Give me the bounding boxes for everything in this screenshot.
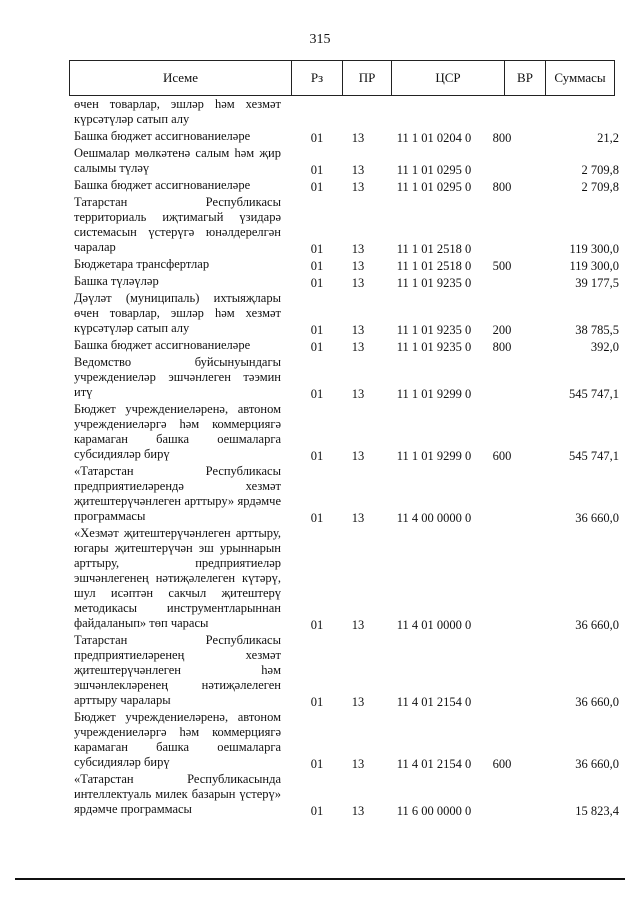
pr-cell: 13 — [351, 276, 365, 290]
pr-cell: 13 — [351, 242, 365, 256]
header-vr: ВР — [517, 70, 533, 85]
sum-cell: 392,0 — [590, 340, 619, 354]
sum-cell: 39 177,5 — [575, 276, 619, 290]
table-row — [69, 97, 625, 129]
name-cell: Башка бюджет ассигнованиеләре — [74, 178, 251, 192]
vr-cell: 500 — [492, 259, 512, 273]
table-row — [69, 464, 625, 526]
rz-cell: 01 — [310, 242, 324, 256]
name-cell: «Хезмәт җитештерүчәнлеген арттыру, югары җитештерүчән эш урыннарын арттыру, предприятиеләр эшчәнлегенең нәтиҗәлелеген күтәрү, шул исәптән сакчыл җитештерү методикасы инструментларыннан файдаланып» төп чарасы — [74, 526, 281, 630]
vr-cell: 600 — [492, 449, 512, 463]
csr-cell: 11 1 01 9299 0 — [396, 387, 472, 401]
pr-cell: 13 — [351, 757, 365, 771]
name-cell: «Татарстан Республикасында интеллектуаль милек базарын үстерү» ярдәмче программасы — [74, 772, 281, 816]
name-cell: Башка түләүләр — [74, 274, 159, 288]
csr-cell: 11 4 00 0000 0 — [396, 511, 472, 525]
sum-cell: 2 709,8 — [581, 180, 619, 194]
pr-cell: 13 — [351, 804, 365, 818]
table-row — [69, 257, 625, 274]
sum-cell: 36 660,0 — [575, 618, 619, 632]
vr-cell: 600 — [492, 757, 512, 771]
sum-cell: 21,2 — [597, 131, 619, 145]
csr-cell: 11 4 01 2154 0 — [396, 757, 472, 771]
pr-cell: 13 — [351, 180, 365, 194]
name-cell: Ведомство буйсынуындагы учреждениеләр эшчәнлеген тәэмин итү — [74, 355, 281, 399]
table-row — [69, 129, 625, 146]
table-row — [69, 274, 625, 291]
rz-cell: 01 — [310, 387, 324, 401]
vr-cell — [481, 633, 523, 710]
sum-cell: 119 300,0 — [569, 242, 619, 256]
table-row — [69, 355, 625, 402]
csr-cell: 11 6 00 0000 0 — [396, 804, 472, 818]
table-row — [69, 402, 625, 464]
pr-cell: 13 — [351, 131, 365, 145]
rz-cell: 01 — [310, 695, 324, 709]
vr-cell — [481, 274, 523, 291]
table-row — [69, 195, 625, 257]
rz-cell: 01 — [310, 804, 324, 818]
vr-cell — [481, 526, 523, 633]
csr-cell: 11 1 01 9235 0 — [396, 276, 472, 290]
pr-cell: 13 — [351, 449, 365, 463]
csr-cell: 11 1 01 9235 0 — [396, 323, 472, 337]
table-row — [69, 178, 625, 195]
name-cell: Бюджетара трансфертлар — [74, 257, 210, 271]
pr-cell: 13 — [351, 259, 365, 273]
name-cell: Башка бюджет ассигнованиеләре — [74, 129, 251, 143]
csr-cell: 11 1 01 9235 0 — [396, 340, 472, 354]
table-row — [69, 526, 625, 633]
pr-cell — [335, 97, 381, 129]
pr-cell: 13 — [351, 340, 365, 354]
rz-cell: 01 — [310, 340, 324, 354]
name-cell: Бюджет учреждениеләренә, автоном учреждениеләргә һәм коммерциягә карамаган башка оешмаларга субсидияләр бирү — [74, 710, 281, 769]
rz-cell: 01 — [310, 180, 324, 194]
name-cell: Дәүләт (муниципаль) ихтыяҗлары өчен товарлар, эшләр һәм хезмәт күрсәтүләр сатып алу — [74, 291, 281, 335]
name-cell: Татарстан Республикасы предприятиеләренең хезмәт җитештерүчәнлеген һәм эшчәнлекләренең нәтиҗәлелеген арттыру чаралары — [74, 633, 281, 707]
csr-cell: 11 1 01 2518 0 — [396, 242, 472, 256]
vr-cell — [481, 97, 523, 129]
sum-cell: 545 747,1 — [569, 449, 619, 463]
rz-cell: 01 — [310, 511, 324, 525]
rz-cell: 01 — [310, 757, 324, 771]
name-cell: Татарстан Республикасы территориаль иҗтимагый үзидарә системасын үстерүгә юнәлдерелгән чаралар — [74, 195, 281, 254]
table-body — [69, 97, 625, 819]
csr-cell: 11 1 01 2518 0 — [396, 259, 472, 273]
budget-table — [69, 97, 625, 819]
sum-cell: 36 660,0 — [575, 695, 619, 709]
rz-cell: 01 — [310, 618, 324, 632]
vr-cell: 800 — [492, 340, 512, 354]
csr-cell — [381, 97, 481, 129]
sum-cell: 545 747,1 — [569, 387, 619, 401]
pr-cell: 13 — [351, 511, 365, 525]
rz-cell: 01 — [310, 259, 324, 273]
csr-cell: 11 1 01 0295 0 — [396, 163, 472, 177]
table-header — [69, 60, 615, 96]
rz-cell: 01 — [310, 131, 324, 145]
csr-cell: 11 1 01 9299 0 — [396, 449, 472, 463]
name-cell: Бюджет учреждениеләренә, автоном учреждениеләргә һәм коммерциягә карамаган башка оешмаларга субсидияләр бирү — [74, 402, 281, 461]
table-row — [69, 710, 625, 772]
rz-cell: 01 — [310, 163, 324, 177]
header-pr: ПР — [358, 70, 376, 85]
header-csr: ЦСР — [435, 70, 461, 85]
header-rz: Рз — [310, 70, 324, 85]
vr-cell — [481, 195, 523, 257]
header-sum: Суммасы — [554, 70, 606, 85]
rz-cell: 01 — [310, 276, 324, 290]
name-cell: Башка бюджет ассигнованиеләре — [74, 338, 251, 352]
name-cell: өчен товарлар, эшләр һәм хезмәт күрсәтүләр сатып алу — [74, 97, 281, 126]
pr-cell: 13 — [351, 695, 365, 709]
vr-cell: 800 — [492, 180, 512, 194]
header-name: Исеме — [162, 70, 199, 85]
sum-cell: 38 785,5 — [575, 323, 619, 337]
vr-cell: 200 — [492, 323, 512, 337]
pr-cell: 13 — [351, 163, 365, 177]
csr-cell: 11 4 01 2154 0 — [396, 695, 472, 709]
pr-cell: 13 — [351, 323, 365, 337]
vr-cell — [481, 464, 523, 526]
rz-cell — [285, 97, 335, 129]
csr-cell: 11 1 01 0295 0 — [396, 180, 472, 194]
pr-cell: 13 — [351, 618, 365, 632]
name-cell: Оешмалар мөлкәтенә салым һәм җир салымы түләү — [74, 146, 281, 175]
page-number: 315 — [309, 32, 331, 47]
vr-cell: 800 — [492, 131, 512, 145]
vr-cell — [481, 772, 523, 819]
table-row — [69, 633, 625, 710]
rz-cell: 01 — [310, 449, 324, 463]
sum-cell: 36 660,0 — [575, 757, 619, 771]
sum-cell: 15 823,4 — [575, 804, 619, 818]
sum-cell — [523, 97, 625, 129]
sum-cell: 119 300,0 — [569, 259, 619, 273]
rz-cell: 01 — [310, 323, 324, 337]
table-row — [69, 146, 625, 178]
sum-cell: 36 660,0 — [575, 511, 619, 525]
bottom-rule — [15, 878, 625, 880]
vr-cell — [481, 146, 523, 178]
csr-cell: 11 4 01 0000 0 — [396, 618, 472, 632]
sum-cell: 2 709,8 — [581, 163, 619, 177]
table-row — [69, 291, 625, 338]
vr-cell — [481, 355, 523, 402]
name-cell: «Татарстан Республикасы предприятиеләрендә хезмәт җитештерүчәнлеген арттыру» ярдәмче программасы — [74, 464, 281, 523]
table-row — [69, 772, 625, 819]
pr-cell: 13 — [351, 387, 365, 401]
table-row — [69, 338, 625, 355]
csr-cell: 11 1 01 0204 0 — [396, 131, 472, 145]
